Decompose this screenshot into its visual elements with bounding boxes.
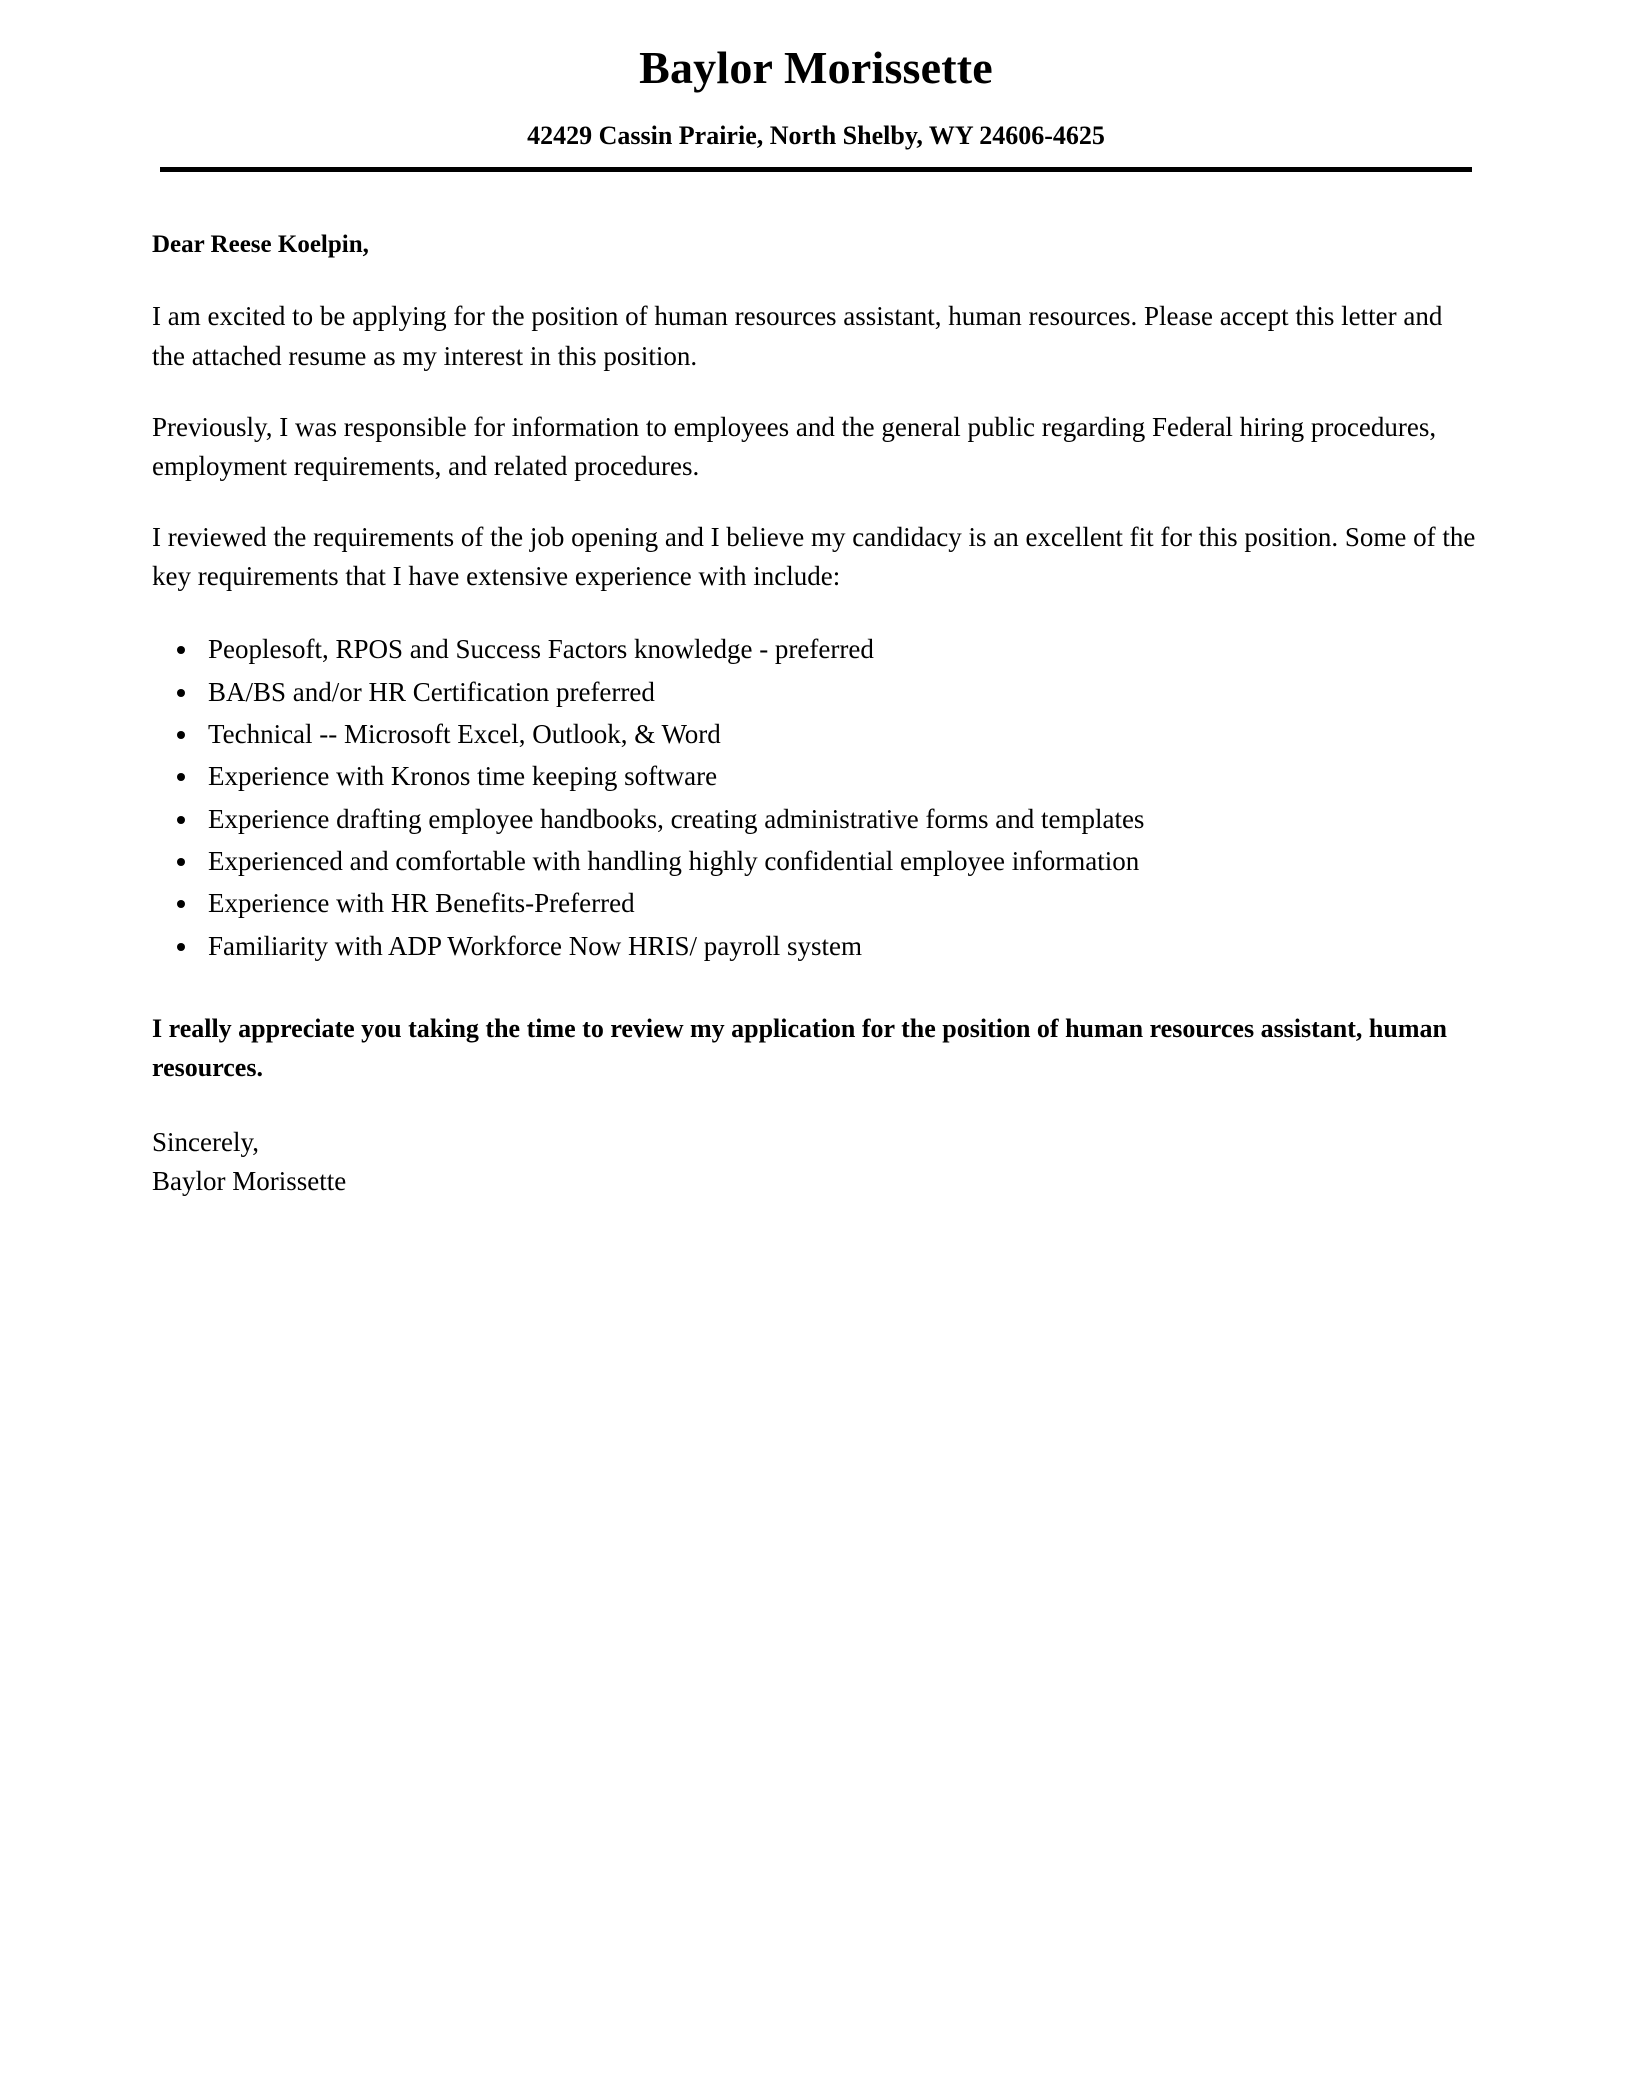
body-paragraph-3: I reviewed the requirements of the job opening and I believe my candidacy is an excellent fit for this position. Some of the key requirements that I have extensive experience with include: <box>152 522 1476 592</box>
list-item: • Technical -- Microsoft Excel, Outlook, & Word <box>200 715 1477 753</box>
requirements-list <box>152 630 1477 965</box>
sender-name: Baylor Morissette <box>639 42 993 93</box>
signature-block <box>152 1123 1477 1201</box>
signature-name: Baylor Morissette <box>152 1166 347 1197</box>
list-item: • Experience with Kronos time keeping software <box>200 757 1477 795</box>
letter-body <box>152 172 1477 1202</box>
list-item: • Peoplesoft, RPOS and Success Factors knowledge - preferred <box>200 630 1477 668</box>
list-item: • BA/BS and/or HR Certification preferred <box>200 673 1477 711</box>
body-paragraph-2: Previously, I was responsible for information to employees and the general public regarding Federal hiring procedures, employment requirements, and related procedures. <box>152 411 1437 481</box>
list-item: • Experienced and comfortable with handling highly confidential employee information <box>200 842 1477 880</box>
list-item: • Experience with HR Benefits-Preferred <box>200 884 1477 922</box>
letterhead <box>0 0 1632 172</box>
list-item: • Familiarity with ADP Workforce Now HRIS/ payroll system <box>200 927 1477 965</box>
list-item: • Experience drafting employee handbooks, creating administrative forms and templates <box>200 800 1477 838</box>
sender-address: 42429 Cassin Prairie, North Shelby, WY 24606-4625 <box>527 120 1105 150</box>
closing-statement: I really appreciate you taking the time to review my application for the position of human resources assistant, human resources. <box>152 1013 1447 1082</box>
signoff-line: Sincerely, <box>152 1126 259 1157</box>
body-paragraph-1: I am excited to be applying for the position of human resources assistant, human resources. Please accept this letter and the attached resume as my interest in this position. <box>152 301 1443 371</box>
salutation: Dear Reese Koelpin, <box>152 230 369 258</box>
